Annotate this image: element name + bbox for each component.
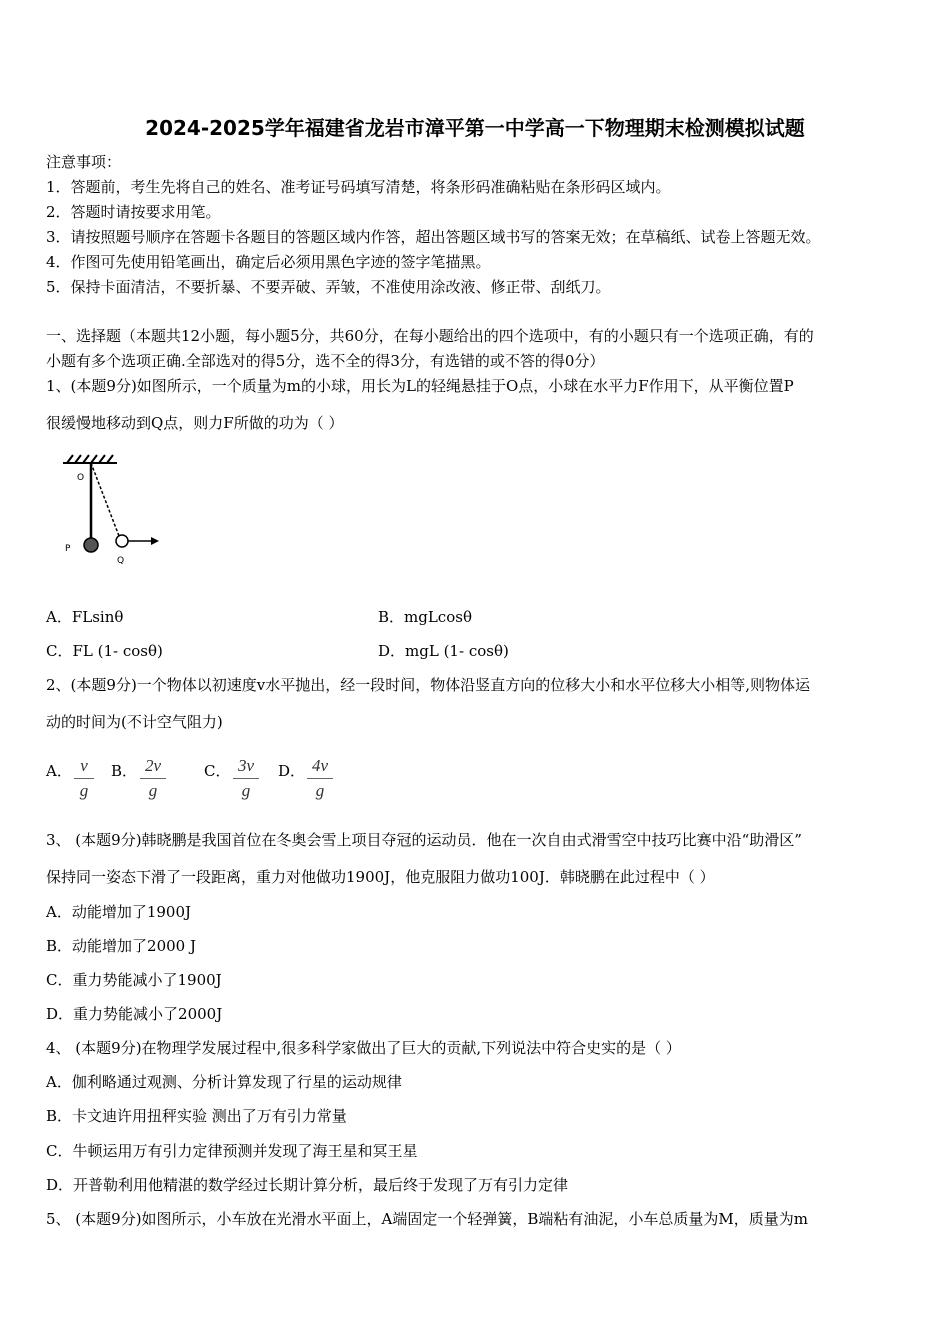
q3-stem-line1: 3、 (本题9分)韩晓鹏是我国首位在冬奥会雪上项目夺冠的运动员．他在一次自由式滑雪空中技巧比赛中沿“助滑区”	[46, 831, 802, 849]
section-intro-line2: 小题有多个选项正确.全部选对的得5分，选不全的得3分，有选错的或不答的得0分）	[46, 352, 605, 370]
q2-option-a-label[interactable]: A．	[46, 762, 72, 780]
q2-option-d-fraction: 4v g	[307, 756, 333, 801]
ceiling	[63, 455, 117, 463]
notice-item: 2．答题时请按要求用笔。	[46, 203, 221, 221]
q2-option-d-label[interactable]: D．	[278, 762, 306, 780]
ball-p	[84, 538, 98, 552]
q2-option-b-label[interactable]: B．	[111, 762, 138, 780]
q1-stem-line1: 1、(本题9分)如图所示，一个质量为m的小球，用长为L的轻绳悬挂于O点，小球在水平力F作用下，从平衡位置P	[46, 377, 794, 395]
q2-option-b-fraction: 2v g	[140, 756, 166, 801]
q1-option-b[interactable]: B．mgLcosθ	[378, 608, 472, 626]
q3-option-d[interactable]: D．重力势能减小了2000J	[46, 1005, 223, 1023]
q2-stem-line1: 2、(本题9分)一个物体以初速度v水平抛出，经一段时间，物体沿竖直方向的位移大小和水平位移大小相等,则物体运	[46, 676, 811, 694]
label-p: P	[65, 544, 71, 554]
q1-option-d[interactable]: D．mgL (1- cosθ)	[378, 642, 509, 660]
string-oq	[91, 463, 119, 536]
notice-item: 3．请按照题号顺序在答题卡各题目的答题区域内作答，超出答题区域书写的答案无效；在草稿纸、试卷上答题无效。	[46, 228, 821, 246]
q1-stem-line2: 很缓慢地移动到Q点，则力F所做的功为（ ）	[46, 414, 344, 432]
q4-stem-line1: 4、 (本题9分)在物理学发展过程中,很多科学家做出了巨大的贡献,下列说法中符合史实的是（ ）	[46, 1039, 681, 1057]
q3-option-c[interactable]: C．重力势能减小了1900J	[46, 971, 222, 989]
q2-option-c-fraction: 3v g	[233, 756, 259, 801]
notice-item: 1．答题前，考生先将自己的姓名、准考证号码填写清楚，将条形码准确粘贴在条形码区域内。	[46, 178, 671, 196]
q4-option-a[interactable]: A．伽利略通过观测、分析计算发现了行星的运动规律	[46, 1073, 402, 1091]
q3-option-a[interactable]: A．动能增加了1900J	[46, 903, 192, 921]
q3-option-b[interactable]: B．动能增加了2000 J	[46, 937, 196, 955]
q2-option-a-fraction: v g	[74, 756, 94, 801]
page-title: 2024-2025学年福建省龙岩市漳平第一中学高一下物理期末检测模拟试题	[145, 116, 805, 140]
notice-item: 4．作图可先使用铅笔画出，确定后必须用黑色字迹的签字笔描黑。	[46, 253, 491, 271]
q1-option-c[interactable]: C．FL (1- cosθ)	[46, 642, 163, 660]
label-o: O	[77, 473, 85, 483]
q5-stem-line1: 5、 (本题9分)如图所示，小车放在光滑水平面上，A端固定一个轻弹簧，B端粘有油泥，小车总质量为M，质量为m	[46, 1210, 809, 1228]
pendulum-figure	[55, 448, 170, 573]
notice-item: 5．保持卡面清洁，不要折暴、不要弄破、弄皱，不准使用涂改液、修正带、刮纸刀。	[46, 278, 611, 296]
q2-option-c-label[interactable]: C．	[204, 762, 231, 780]
notice-heading: 注意事项：	[46, 153, 122, 171]
label-q: Q	[117, 556, 125, 566]
q1-option-a[interactable]: A．FLsinθ	[46, 608, 124, 626]
section-intro-line1: 一、选择题（本题共12小题，每小题5分，共60分，在每小题给出的四个选项中，有的小题只有一个选项正确，有的	[46, 327, 814, 345]
q4-option-b[interactable]: B．卡文迪许用扭秤实验 测出了万有引力常量	[46, 1107, 347, 1125]
q2-stem-line2: 动的时间为(不计空气阻力)	[46, 713, 223, 731]
q3-stem-line2: 保持同一姿态下滑了一段距离，重力对他做功1900J，他克服阻力做功100J．韩晓鹏在此过程中（ ）	[46, 868, 715, 886]
q4-option-c[interactable]: C．牛顿运用万有引力定律预测并发现了海王星和冥王星	[46, 1142, 418, 1160]
ball-q	[116, 535, 128, 547]
q4-option-d[interactable]: D．开普勒利用他精湛的数学经过长期计算分析，最后终于发现了万有引力定律	[46, 1176, 569, 1194]
